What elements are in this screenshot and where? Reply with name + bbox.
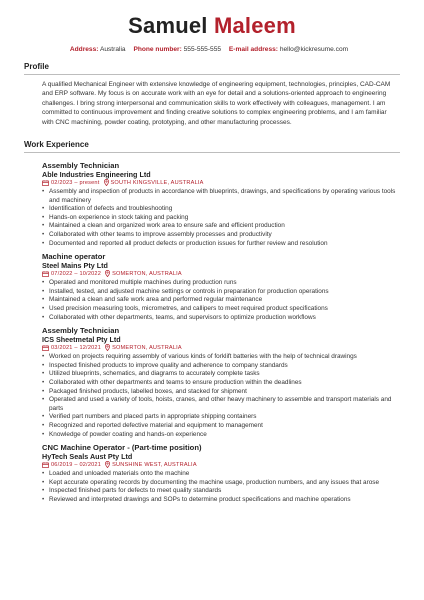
bullet-item: • Inspected finished products to improve quality and adherence to company standards bbox=[42, 362, 400, 371]
job-bullets bbox=[42, 353, 400, 439]
bullet-item: • Collaborated with other teams to improve assembly processes and productivity bbox=[42, 231, 400, 240]
phone-label: Phone number: bbox=[133, 46, 182, 53]
job-dates: 07/2022 – 10/2022 bbox=[51, 271, 102, 278]
job-bullets bbox=[42, 470, 400, 504]
company-name: Steel Mains Pty Ltd bbox=[42, 261, 108, 271]
company-name: ICS Sheetmetal Pty Ltd bbox=[42, 335, 121, 345]
bullet-item: • Identification of defects and troubleshooting bbox=[42, 205, 400, 214]
profile-heading: Profile bbox=[24, 61, 400, 75]
phone-value: 555-555-555 bbox=[183, 46, 222, 53]
job-location: SOMERTON, AUSTRALIA bbox=[112, 345, 182, 352]
location-pin-icon bbox=[105, 461, 112, 470]
job-dates: 02/2023 – present bbox=[51, 180, 100, 187]
job-dates: 06/2019 – 02/2021 bbox=[51, 462, 102, 469]
bullet-item: • Installed, tested, and adjusted machine settings or controls in preparation for production operations bbox=[42, 288, 400, 297]
location-pin-icon bbox=[105, 270, 112, 279]
calendar-icon bbox=[42, 344, 51, 353]
last-name: Maleem bbox=[213, 13, 296, 38]
job-bullets bbox=[42, 188, 400, 248]
profile-text: A qualified Mechanical Engineer with extensive knowledge of engineering equipment, technologies, principles, CAD-CAM and ERP software. My focus is on accurate work with an eye for detail and a solutions-oriented approach to engineering challenges. I bring strong interpersonal and communication skills to work effectively with colleagues, management. I am committed to continuous improvement and finding creative solutions to complex engineering problems, and I am familiar with CNC machining, powder coating, prototyping, and other manufacturing processes. bbox=[42, 81, 391, 126]
location-pin-icon bbox=[105, 344, 112, 353]
address-value: Australia bbox=[99, 46, 126, 53]
job-entry bbox=[42, 443, 400, 504]
first-name: Samuel bbox=[128, 13, 208, 38]
bullet-item: • Loaded and unloaded materials onto the machine bbox=[42, 470, 400, 479]
job-meta bbox=[42, 461, 400, 470]
calendar-icon bbox=[42, 179, 51, 188]
bullet-item: • Recognized and reported defective material and equipment to management bbox=[42, 422, 400, 431]
bullet-item: • Used precision measuring tools, micrometres, and callipers to meet required product specifications bbox=[42, 305, 400, 314]
bullet-item: • Maintained a clean and safe work area and performed regular maintenance bbox=[42, 296, 400, 305]
company-name: HyTech Seals Aust Pty Ltd bbox=[42, 452, 133, 462]
job-location: SUNSHINE WEST, AUSTRALIA bbox=[112, 462, 197, 469]
job-location: SOMERTON, AUSTRALIA bbox=[112, 271, 182, 278]
email-label: E-mail address: bbox=[228, 46, 278, 53]
bullet-item: • Reviewed and interpreted drawings and SOPs to determine product specifications and machine operations bbox=[42, 496, 400, 505]
bullet-item: • Operated and monitored multiple machines during production runs bbox=[42, 279, 400, 288]
job-entry bbox=[42, 252, 400, 322]
bullet-item: • Packaged finished products, labelled boxes, and stacked for shipment bbox=[42, 388, 400, 397]
calendar-icon bbox=[42, 270, 51, 279]
bullet-item: • Worked on projects requiring assembly of various kinds of forklift batteries with the help of technical drawings bbox=[42, 353, 400, 362]
calendar-icon bbox=[42, 461, 51, 470]
jobs-list bbox=[24, 161, 400, 504]
candidate-name bbox=[24, 0, 400, 39]
job-title: Machine operator bbox=[42, 252, 106, 262]
profile-section bbox=[24, 61, 400, 127]
bullet-item: • Operated and used a variety of tools, hoists, cranes, and other heavy machinery to assemble and transport materials and parts bbox=[42, 396, 400, 413]
job-bullets bbox=[42, 279, 400, 322]
bullet-item: • Documented and reported all product defects or production issues for further review and resolution bbox=[42, 240, 400, 249]
job-title: Assembly Technician bbox=[42, 326, 120, 336]
bullet-item: • Collaborated with other departments, teams, and supervisors to optimize production workflows bbox=[42, 314, 400, 323]
bullet-item: • Collaborated with other departments and teams to ensure production within the deadlines bbox=[42, 379, 400, 388]
job-entry bbox=[42, 161, 400, 248]
address-label: Address: bbox=[69, 46, 99, 53]
job-meta bbox=[42, 270, 400, 279]
bullet-item: • Verified part numbers and placed parts in appropriate shipping containers bbox=[42, 413, 400, 422]
job-title: Assembly Technician bbox=[42, 161, 120, 171]
job-meta bbox=[42, 179, 400, 188]
contact-line bbox=[24, 45, 400, 55]
location-pin-icon bbox=[104, 179, 111, 188]
job-dates: 03/2021 – 12/2021 bbox=[51, 345, 102, 352]
job-meta bbox=[42, 344, 400, 353]
bullet-item: • Maintained a clean and organized work area to ensure safe and efficient production bbox=[42, 222, 400, 231]
bullet-item: • Inspected finished parts for defects to meet quality standards bbox=[42, 487, 400, 496]
job-title: CNC Machine Operator - (Part-time position) bbox=[42, 443, 202, 453]
bullet-item: • Assembly and inspection of products in accordance with blueprints, drawings, and specifications by operating various tools and machinery bbox=[42, 188, 400, 205]
job-entry bbox=[42, 326, 400, 439]
work-experience-section bbox=[24, 139, 400, 504]
job-location: SOUTH KINGSVILLE, AUSTRALIA bbox=[110, 180, 204, 187]
bullet-item: • Hands-on experience in stock taking and packing bbox=[42, 214, 400, 223]
company-name: Able Industries Engineering Ltd bbox=[42, 170, 151, 180]
bullet-item: • Kept accurate operating records by documenting the machine usage, production numbers, and any issues that arose bbox=[42, 479, 400, 488]
bullet-item: • Knowledge of powder coating and hands-on experience bbox=[42, 431, 400, 440]
bullet-item: • Utilized blueprints, schematics, and diagrams to accurately complete tasks bbox=[42, 370, 400, 379]
email-value[interactable]: hello@kickresume.com bbox=[279, 46, 349, 53]
work-experience-heading: Work Experience bbox=[24, 139, 400, 153]
